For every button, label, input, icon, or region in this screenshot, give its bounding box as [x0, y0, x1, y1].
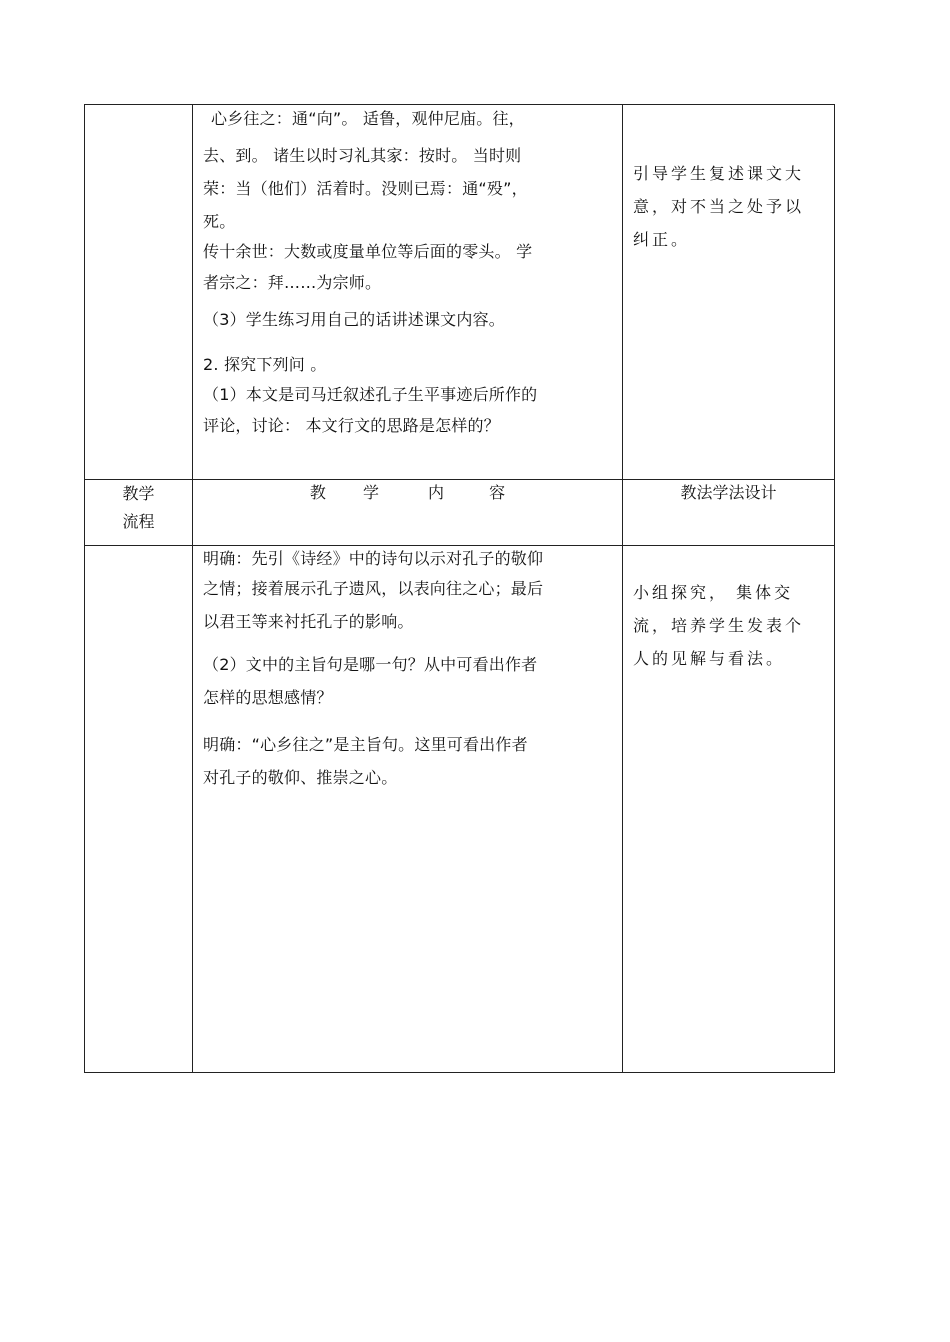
method-cell	[623, 546, 835, 1073]
flow-header-cell	[85, 480, 193, 546]
content-cell	[193, 105, 623, 480]
content-header-char: 学	[362, 483, 379, 502]
content-header-char: 内	[428, 483, 445, 502]
method-header: 教法学法设计	[680, 483, 777, 502]
content-line: 去、到。 诸生以时习礼其家：按时。 当时则	[203, 146, 522, 165]
content-header-cell	[193, 480, 623, 546]
content-line: （2）文中的主旨句是哪一句？从中可看出作者	[203, 655, 538, 674]
content-line: 明确：先引《诗经》中的诗句以示对孔子的敬仰	[203, 549, 544, 568]
flow-cell	[85, 546, 193, 1073]
content-line: 怎样的思想感情？	[203, 688, 333, 707]
method-cell	[623, 105, 835, 480]
content-header-char: 教	[309, 483, 326, 502]
method-note-line: 人的见解与看法。	[633, 649, 786, 668]
content-line: 荣：当（他们）活着时。没则已焉：通“殁”，	[203, 179, 528, 198]
flow-cell	[85, 105, 193, 480]
method-note-line: 小组探究， 集体交	[633, 583, 794, 602]
content-line: 评论，讨论： 本文行文的思路是怎样的？	[203, 416, 500, 435]
content-line: 明确：“心乡往之”是主旨句。这里可看出作者	[203, 735, 528, 754]
flow-header-line: 流程	[122, 512, 155, 531]
method-note-line: 纠正。	[633, 230, 691, 249]
flow-header-line: 教学	[122, 484, 155, 503]
method-note-line: 意，对不当之处予以	[633, 197, 805, 216]
table-row	[85, 546, 835, 1073]
content-line: （3）学生练习用自己的话讲述课文内容。	[203, 310, 505, 329]
content-header-char: 容	[489, 483, 506, 502]
content-cell	[193, 546, 623, 1073]
content-line: 死。	[203, 212, 236, 231]
lesson-plan-table	[84, 104, 835, 1073]
method-note-line: 引导学生复述课文大	[633, 164, 805, 183]
table-header-row	[85, 480, 835, 546]
content-line: 传十余世：大数或度量单位等后面的零头。 学	[203, 242, 533, 261]
table-row	[85, 105, 835, 480]
content-line: 对孔子的敬仰、推崇之心。	[203, 768, 398, 787]
content-line: 之情；接着展示孔子遗风，以表向往之心；最后	[203, 579, 544, 598]
method-header-cell	[623, 480, 835, 546]
content-line: 者宗之：拜……为宗师。	[203, 273, 382, 292]
content-line: （1）本文是司马迁叙述孔子生平事迹后所作的	[203, 385, 538, 404]
content-line: 2. 探究下列问 。	[203, 355, 327, 374]
content-line: 心乡往之：通“向”。 适鲁，观仲尼庙。往，	[211, 109, 525, 128]
method-note-line: 流，培养学生发表个	[633, 616, 805, 635]
content-line: 以君王等来衬托孔子的影响。	[203, 612, 414, 631]
